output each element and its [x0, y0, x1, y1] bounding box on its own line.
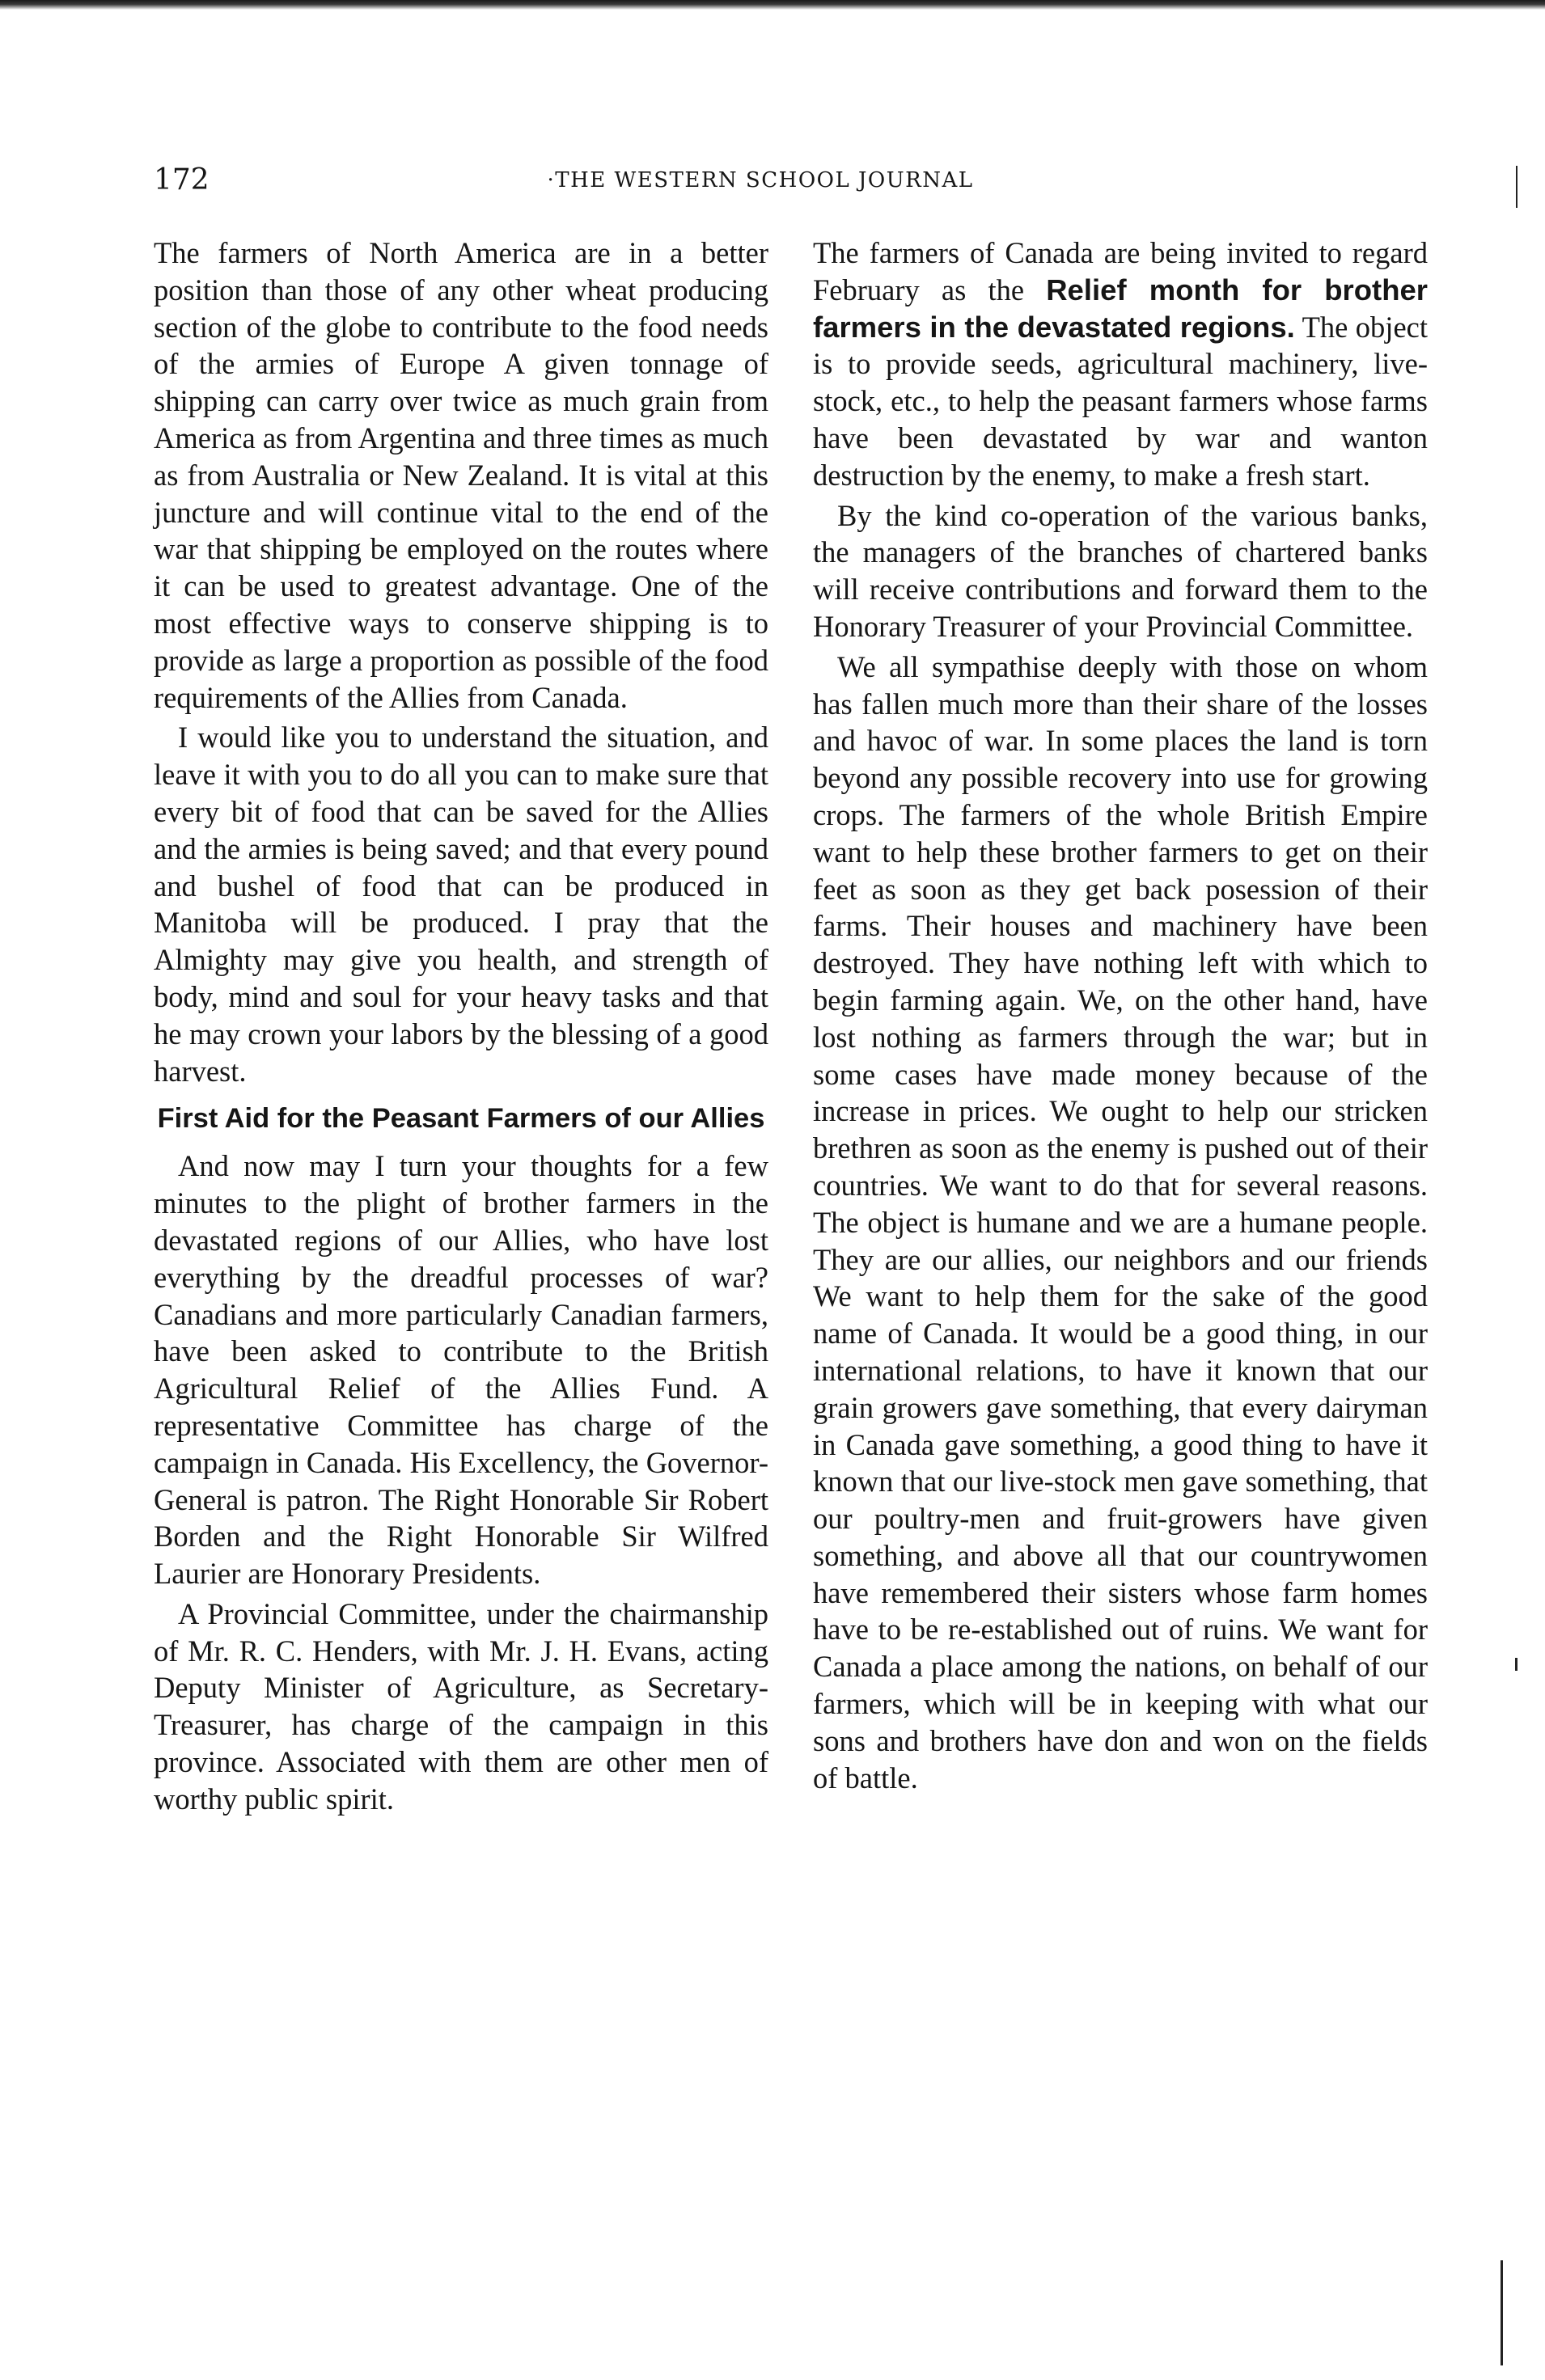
section-heading: First Aid for the Peasant Farmers of our Allies: [157, 1103, 765, 1135]
margin-mark: [1516, 166, 1517, 208]
paragraph-text: The farmers of Canada are being invited to regard February as the: [813, 236, 1428, 306]
page-number: 172: [154, 163, 210, 197]
emphasized-text: Relief month for brother farmers in the devastated regions.: [813, 273, 1428, 344]
paragraph: We all sympathise deeply with those on whom has fallen much more than their share of the losses and havoc of war. In some places the land is torn beyond any possible recovery into use for growing crops. The farmers of the whole British Empire want to help these brother farmers to get on their feet as soon as they get back posession of their farms. Their houses and machinery have been destroyed. They have nothing left with which to begin farming again. We, on the other hand, have lost nothing as farmers through the war; but in some cases have made money because of the increase in prices. We ought to help our stricken brethren as soon as the enemy is pushed out of their countries. We want to do that for several reasons. The object is humane and we are a humane people. They are our allies, our neighbors and our friends We want to help them for the sake of the good name of Canada. It would be a good thing, in our international relations, to have it known that our grain growers gave something, that every dairyman in Canada gave something, a good thing to have it known that our live-stock men gave something, that our poultry-men and fruit-growers have given something, and above all that our countrywomen have remembered their sisters whose farm homes have to be re-established out of ruins. We want for Canada a place among the nations, on behalf of our farmers, which will be in keeping with what our sons and brothers have don and won on the fields of battle.: [813, 649, 1428, 1795]
margin-mark: [1515, 1658, 1517, 1671]
paragraph: A Provincial Committee, under the chairmanship of Mr. R. C. Henders, with Mr. J. H. Evans, acting Deputy Minister of Agriculture, as Secretary-Treasurer, has charge of the campaign in this province. Associated with them are other men of worthy public spirit.: [154, 1596, 768, 1816]
paragraph: And now may I turn your thoughts for a few minutes to the plight of brother farmers in the devastated regions of our Allies, who have lost everything by the dreadful processes of war? Canadians and more particularly Canadian farmers, have been asked to contribute to the British Agricultural Relief of the Allies Fund. A representative Committee has charge of the campaign in Canada. His Excellency, the Governor-General is patron. The Right Honorable Sir Robert Borden and the Right Honorable Sir Wilfred Laurier are Honorary Presidents.: [154, 1149, 768, 1591]
paragraph: The farmers of North America are in a better position than those of any other wheat producing section of the globe to contribute to the food needs of the armies of Europe A given tonnage of shipping can carry over twice as much grain from America as from Argentina and three times as much as from Australia or New Zealand. It is vital at this juncture and will continue vital to the end of the war that shipping be employed on the routes where it can be used to greatest advantage. One of the most effective ways to conserve shipping is to provide as large a proportion as possible of the food requirements of the Allies from Canada.: [154, 236, 768, 714]
margin-mark: [1501, 2260, 1503, 2365]
paragraph: By the kind co-operation of the various banks, the managers of the branches of chartered banks will receive contributions and forward them to the Honorary Treasurer of your Provincial Committee.: [813, 498, 1428, 643]
left-column: [154, 235, 768, 1818]
page-top-edge: [0, 0, 1545, 10]
page-header: [154, 158, 1367, 203]
paragraph-text: The object is to provide seeds, agricultural machinery, live-stock, etc., to help the peasant farmers whose farms have been devastated by war and wanton destruction by the enemy, to make a fresh start.: [813, 310, 1428, 492]
right-column: [813, 235, 1428, 1796]
paragraph: [813, 235, 1428, 494]
running-head: ·THE WESTERN SCHOOL JOURNAL: [547, 168, 974, 192]
paragraph: I would like you to understand the situation, and leave it with you to do all you can to make sure that every bit of food that can be saved for the Allies and the armies is being saved; and that every pound and bushel of food that can be produced in Manitoba will be produced. I pray that the Almighty may give you health, and strength of body, mind and soul for your heavy tasks and that he may crown your labors by the blessing of a good harvest.: [154, 721, 768, 1088]
